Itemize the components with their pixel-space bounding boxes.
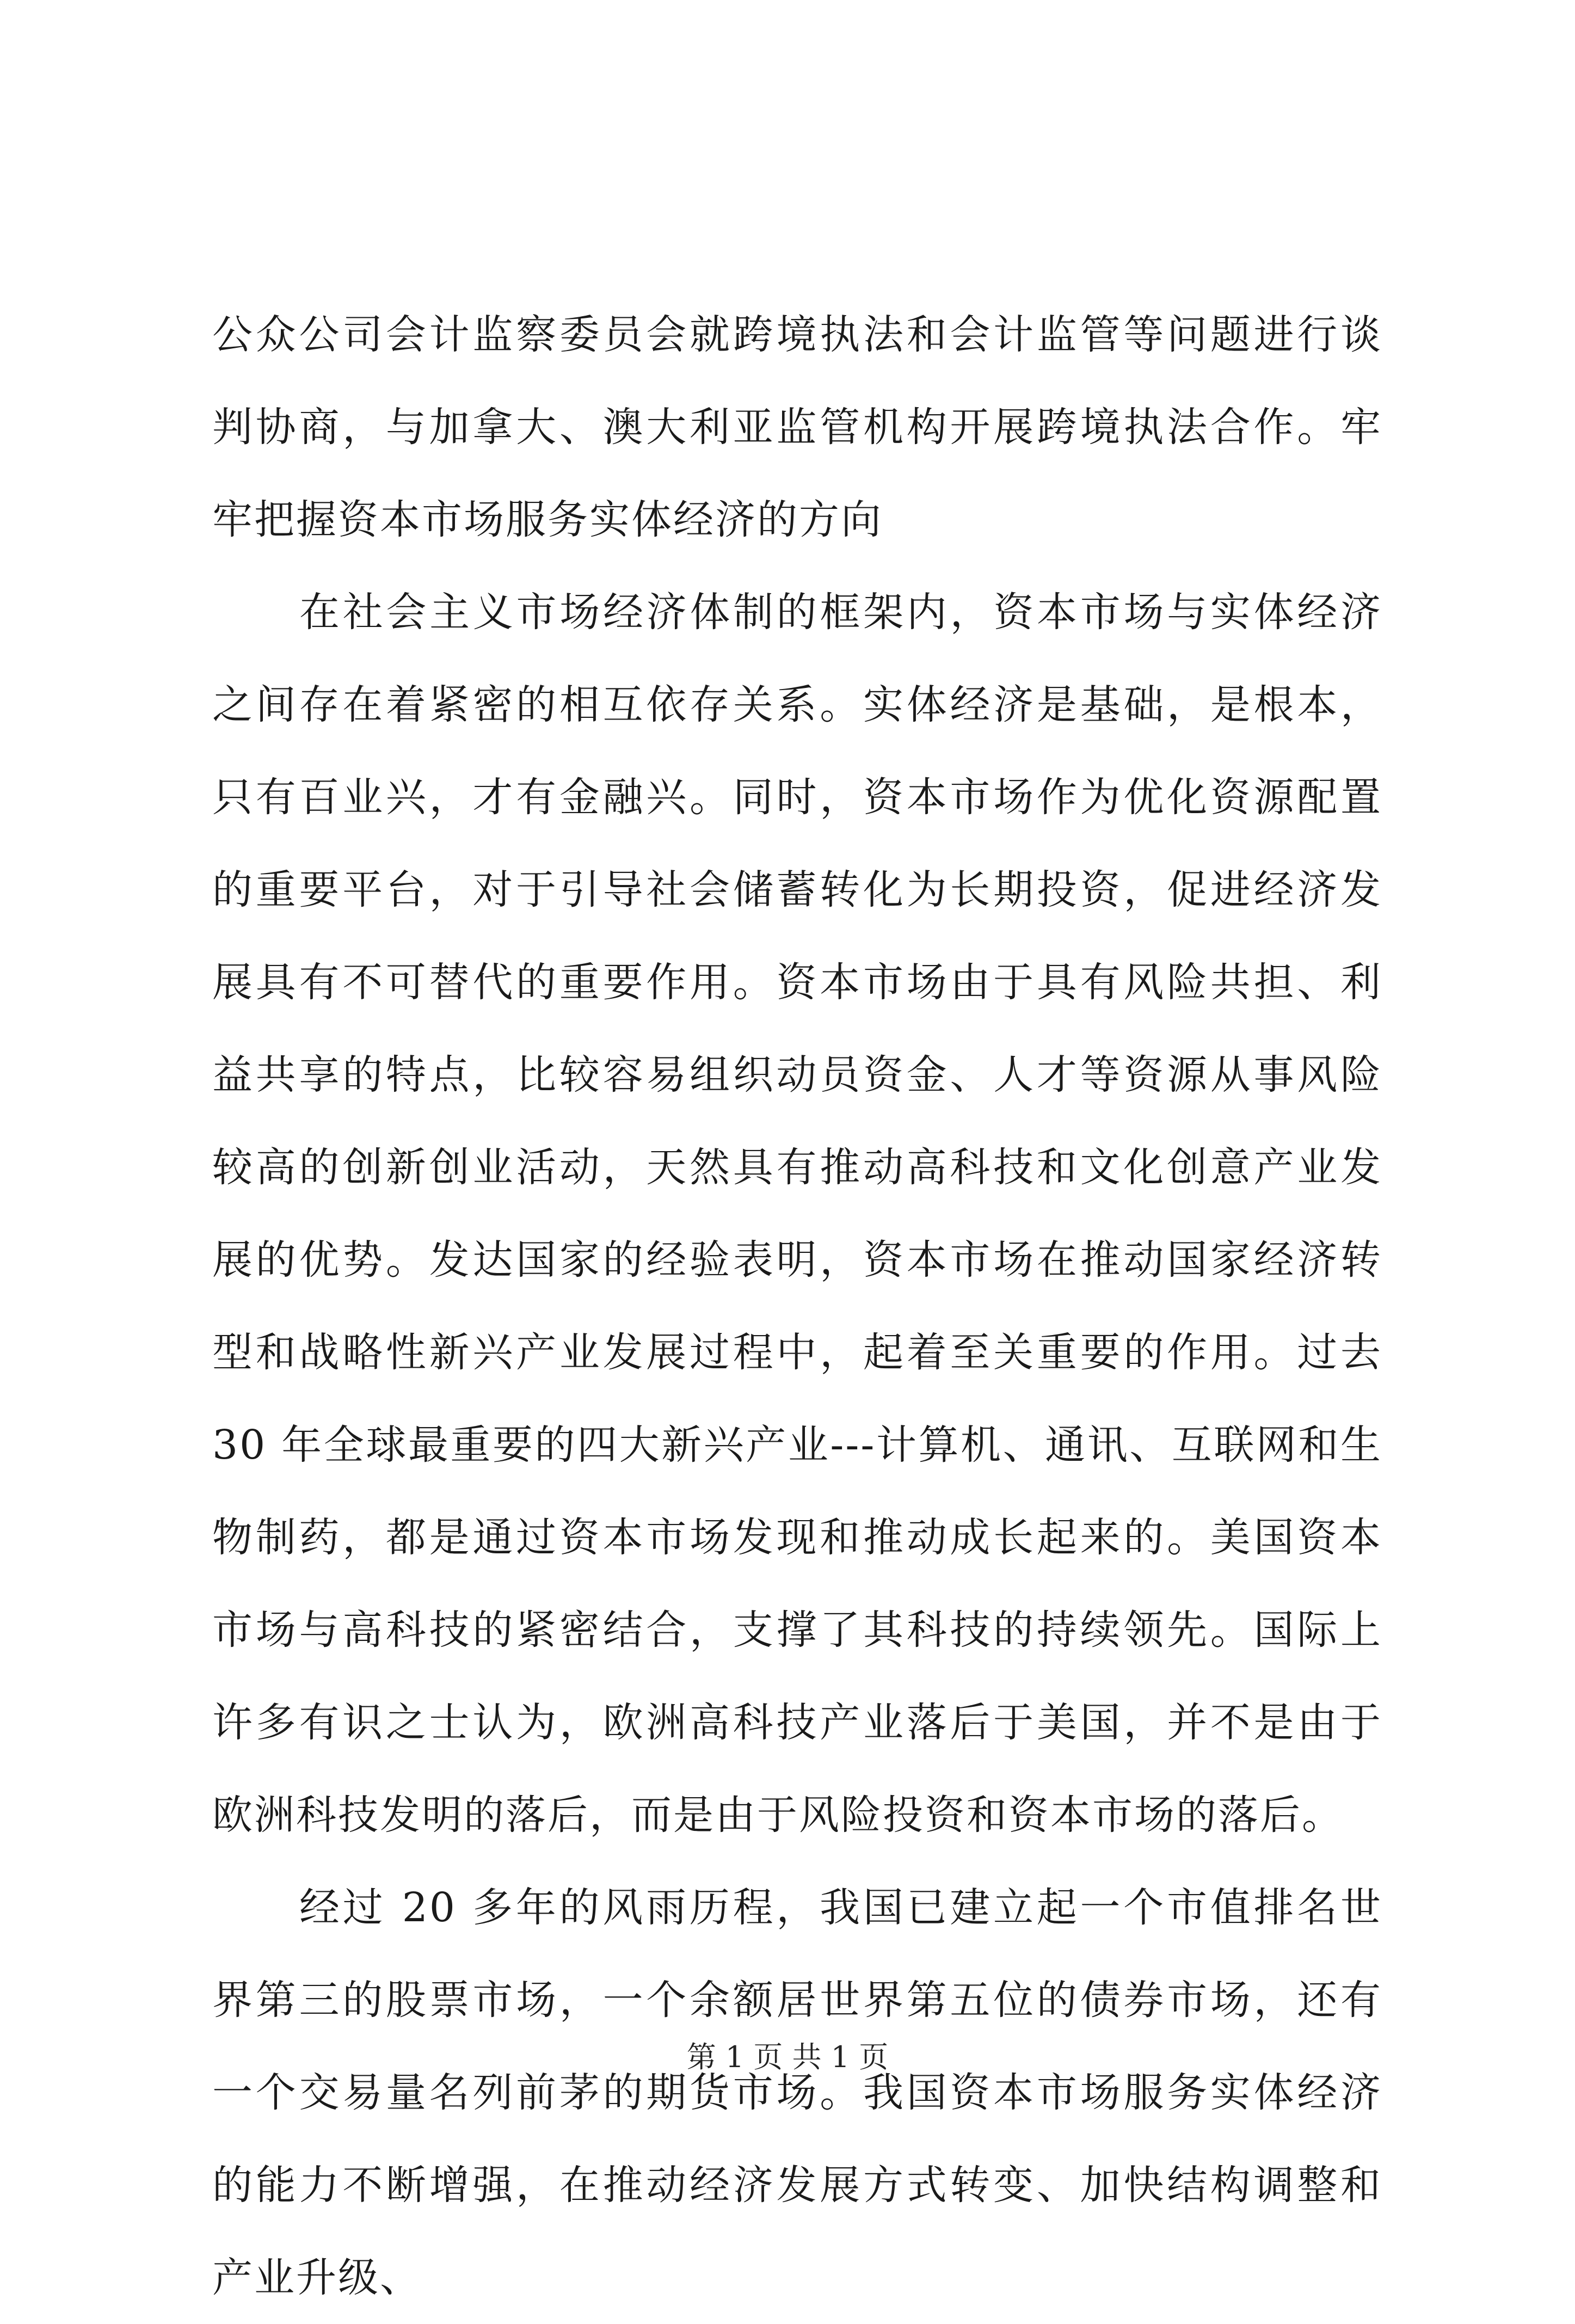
paragraph-continuation: 公众公司会计监察委员会就跨境执法和会计监管等问题进行谈判协商，与加拿大、澳大利亚监管机构开展跨境执法合作。牢牢把握资本市场服务实体经济的方向 xyxy=(212,311,1382,543)
document-body xyxy=(212,288,1382,2324)
page-footer: 第 1 页 共 1 页 xyxy=(686,2040,889,2074)
paragraph-capital-market-real-economy: 在社会主义市场经济体制的框架内，资本市场与实体经济之间存在着紧密的相互依存关系。实体经济是基础，是根本，只有百业兴，才有金融兴。同时，资本市场作为优化资源配置的重要平台，对于引导社会储蓄转化为长期投资，促进经济发展具有不可替代的重要作用。资本市场由于具有风险共担、利益共享的特点，比较容易组织动员资金、人才等资源从事风险较高的创新创业活动，天然具有推动高科技和文化创意产业发展的优势。发达国家的经验表明，资本市场在推动国家经济转型和战略性新兴产业发展过程中，起着至关重要的作用。过去 30 年全球最重要的四大新兴产业---计算机、通讯、互联网和生物制药，都是通过资本市场发现和推动成长起来的。美国资本市场与高科技的紧密结合，支撑了其科技的持续领先。国际上许多有识之士认为，欧洲高科技产业落后于美国，并不是由于欧洲科技发明的落后，而是由于风险投资和资本市场的落后。 xyxy=(212,589,1382,1839)
paragraph-development-history: 经过 20 多年的风雨历程，我国已建立起一个市值排名世界第三的股票市场，一个余额居世界第五位的债券市场，还有一个交易量名列前茅的期货市场。我国资本市场服务实体经济的能力不断增强，在推动经济发展方式转变、加快结构调整和产业升级、 xyxy=(212,1884,1382,2301)
